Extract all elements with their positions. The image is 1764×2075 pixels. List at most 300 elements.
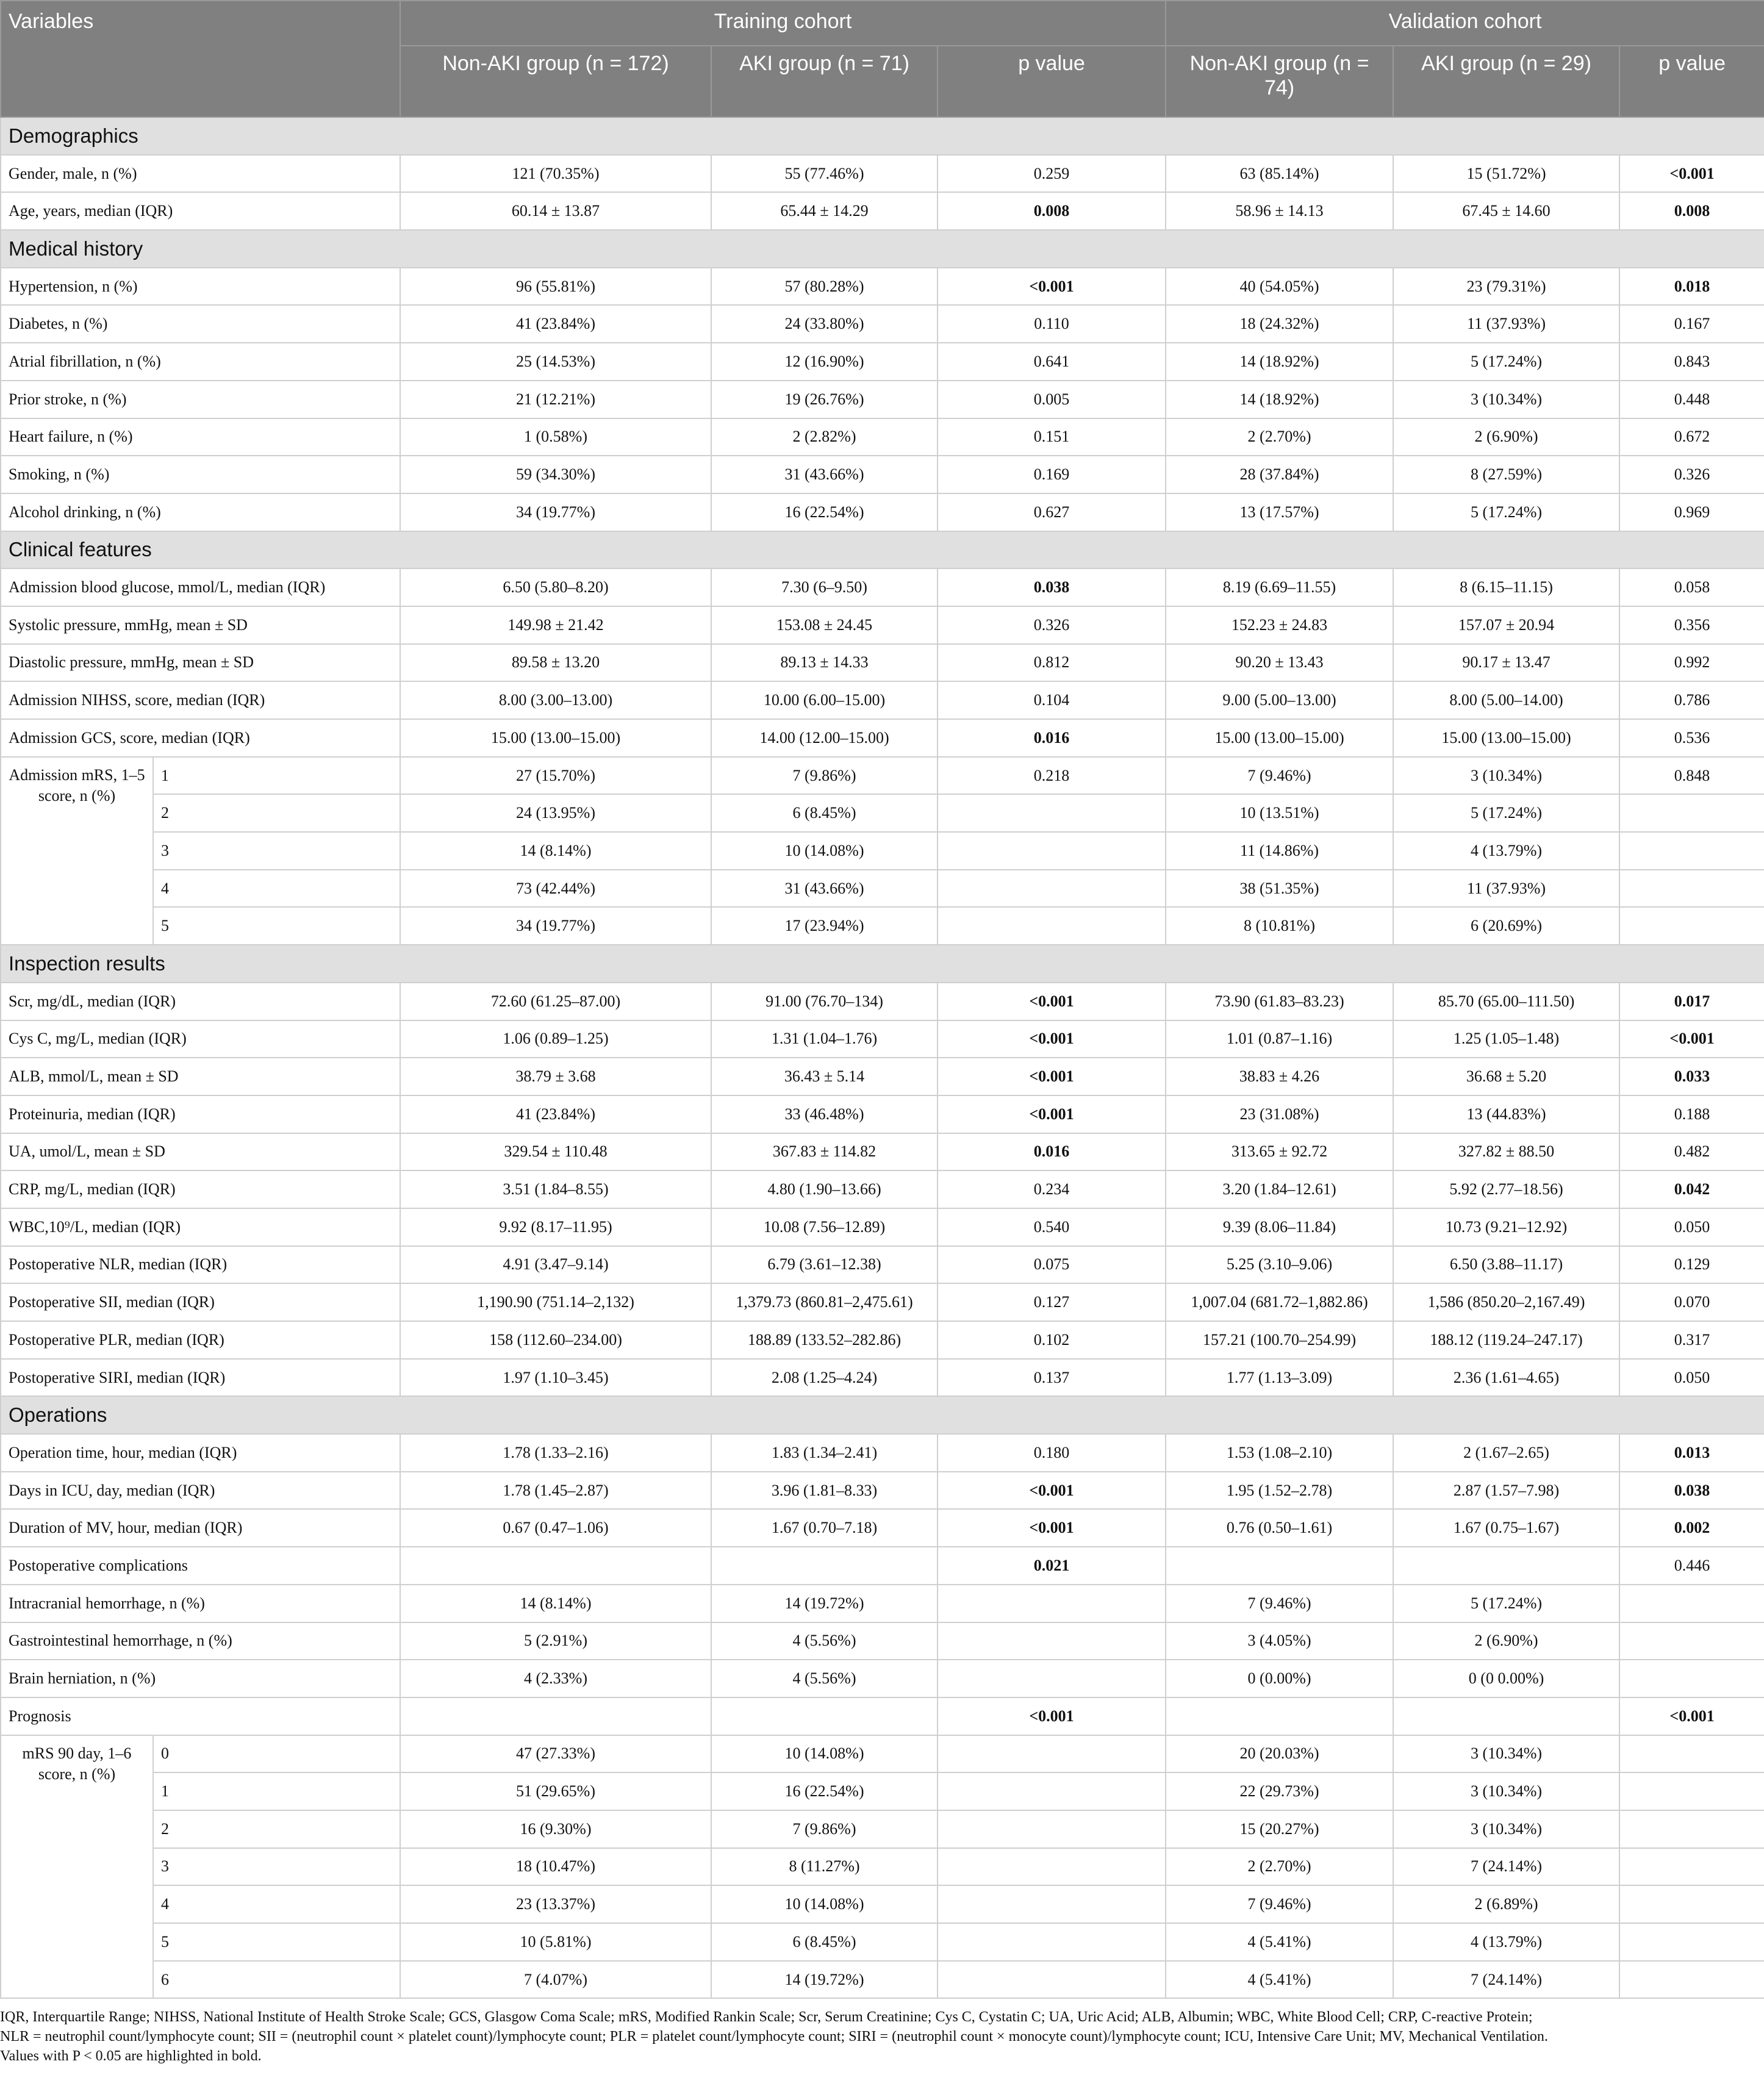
row-label: Intracranial hemorrhage, n (%) <box>1 1585 400 1622</box>
value-cell: 2 (6.90%) <box>1393 418 1619 456</box>
sub-category-label: 5 <box>153 907 400 945</box>
value-cell: 1.53 (1.08–2.10) <box>1166 1434 1393 1472</box>
value-cell: 34 (19.77%) <box>400 493 711 531</box>
value-cell: 8 (10.81%) <box>1166 907 1393 945</box>
row-label: Proteinuria, median (IQR) <box>1 1095 400 1133</box>
p-value-cell: <0.001 <box>938 983 1166 1020</box>
value-cell: 59 (34.30%) <box>400 456 711 493</box>
p-value-cell: 0.259 <box>938 155 1166 193</box>
value-cell: 11 (37.93%) <box>1393 870 1619 908</box>
p-value-cell <box>938 1885 1166 1923</box>
row-label: Age, years, median (IQR) <box>1 192 400 230</box>
p-value-cell <box>1619 907 1764 945</box>
table-row <box>1 1547 1764 1585</box>
table-row <box>1 268 1764 306</box>
table-row <box>1 1923 1764 1961</box>
p-value-cell: 0.008 <box>1619 192 1764 230</box>
value-cell: 10 (14.08%) <box>711 832 938 870</box>
p-value-cell: 0.033 <box>1619 1058 1764 1095</box>
value-cell: 16 (9.30%) <box>400 1810 711 1848</box>
value-cell: 19 (26.76%) <box>711 381 938 418</box>
table-row <box>1 1283 1764 1321</box>
value-cell: 15.00 (13.00–15.00) <box>400 719 711 757</box>
table-row <box>1 1848 1764 1886</box>
value-cell: 8 (11.27%) <box>711 1848 938 1886</box>
p-value-cell <box>1619 1772 1764 1810</box>
value-cell: 33 (46.48%) <box>711 1095 938 1133</box>
value-cell: 10 (5.81%) <box>400 1923 711 1961</box>
p-value-cell: 0.050 <box>1619 1359 1764 1397</box>
section-title: Clinical features <box>1 531 1764 569</box>
value-cell: 73.90 (61.83–83.23) <box>1166 983 1393 1020</box>
row-label: Brain herniation, n (%) <box>1 1660 400 1697</box>
row-label: Postoperative PLR, median (IQR) <box>1 1321 400 1359</box>
table-row <box>1 1472 1764 1510</box>
p-value-cell: 0.018 <box>1619 268 1764 306</box>
value-cell: 31 (43.66%) <box>711 870 938 908</box>
p-value-cell <box>938 832 1166 870</box>
value-cell: 1.01 (0.87–1.16) <box>1166 1020 1393 1058</box>
value-cell: 7 (9.86%) <box>711 1810 938 1848</box>
row-label: Admission mRS, 1–5 score, n (%) <box>1 757 153 945</box>
table-row <box>1 1622 1764 1660</box>
sub-category-label: 1 <box>153 1772 400 1810</box>
header-training-cohort: Training cohort <box>400 1 1166 46</box>
value-cell: 60.14 ± 13.87 <box>400 192 711 230</box>
table-row <box>1 794 1764 832</box>
value-cell: 8.00 (3.00–13.00) <box>400 681 711 719</box>
p-value-cell: 0.482 <box>1619 1133 1764 1171</box>
p-value-cell: 0.042 <box>1619 1170 1764 1208</box>
table-row <box>1 606 1764 644</box>
p-value-cell: <0.001 <box>1619 1020 1764 1058</box>
p-value-cell <box>1619 832 1764 870</box>
value-cell: 8.00 (5.00–14.00) <box>1393 681 1619 719</box>
value-cell: 329.54 ± 110.48 <box>400 1133 711 1171</box>
value-cell: 9.39 (8.06–11.84) <box>1166 1208 1393 1246</box>
value-cell: 27 (15.70%) <box>400 757 711 795</box>
value-cell: 0.67 (0.47–1.06) <box>400 1509 711 1547</box>
p-value-cell <box>938 1961 1166 1999</box>
row-label: Admission GCS, score, median (IQR) <box>1 719 400 757</box>
table-row <box>1 983 1764 1020</box>
section-header-row <box>1 531 1764 569</box>
value-cell: 15.00 (13.00–15.00) <box>1166 719 1393 757</box>
value-cell: 18 (24.32%) <box>1166 305 1393 343</box>
p-value-cell: 0.075 <box>938 1246 1166 1284</box>
value-cell: 1.83 (1.34–2.41) <box>711 1434 938 1472</box>
value-cell: 63 (85.14%) <box>1166 155 1393 193</box>
value-cell: 9.92 (8.17–11.95) <box>400 1208 711 1246</box>
footnote-line: IQR, Interquartile Range; NIHSS, National Institute of Health Stroke Scale; GCS, Glasgow Coma Scale; mRS, Modified Rankin Scale; Scr, Serum Creatinine; Cys C, Cystatin C; UA, Uric Acid; ALB, Albumin; WBC, White Blood Cell; CRP, C-reactive Protein; <box>0 2009 1533 2026</box>
table-row <box>1 1321 1764 1359</box>
section-header-row <box>1 230 1764 268</box>
value-cell: 1,379.73 (860.81–2,475.61) <box>711 1283 938 1321</box>
value-cell: 7 (9.46%) <box>1166 757 1393 795</box>
value-cell: 89.58 ± 13.20 <box>400 644 711 682</box>
value-cell: 5 (17.24%) <box>1393 343 1619 381</box>
value-cell: 3 (10.34%) <box>1393 381 1619 418</box>
table-row <box>1 1246 1764 1284</box>
p-value-cell <box>938 870 1166 908</box>
value-cell: 14 (18.92%) <box>1166 343 1393 381</box>
table-row <box>1 870 1764 908</box>
value-cell: 3.51 (1.84–8.55) <box>400 1170 711 1208</box>
section-title: Demographics <box>1 117 1764 155</box>
p-value-cell: <0.001 <box>938 268 1166 306</box>
p-value-cell: 0.356 <box>1619 606 1764 644</box>
p-value-cell: 0.008 <box>938 192 1166 230</box>
row-label: Diabetes, n (%) <box>1 305 400 343</box>
value-cell: 4 (2.33%) <box>400 1660 711 1697</box>
value-cell: 13 (44.83%) <box>1393 1095 1619 1133</box>
p-value-cell: 0.050 <box>1619 1208 1764 1246</box>
row-label: Postoperative complications <box>1 1547 400 1585</box>
value-cell: 40 (54.05%) <box>1166 268 1393 306</box>
table-row <box>1 1208 1764 1246</box>
header-col: AKI group (n = 29) <box>1393 46 1619 117</box>
value-cell: 1,007.04 (681.72–1,882.86) <box>1166 1283 1393 1321</box>
table-row <box>1 1095 1764 1133</box>
p-value-cell: 0.013 <box>1619 1434 1764 1472</box>
row-label: UA, umol/L, mean ± SD <box>1 1133 400 1171</box>
section-header-row <box>1 1396 1764 1434</box>
p-value-cell: 0.848 <box>1619 757 1764 795</box>
value-cell: 17 (23.94%) <box>711 907 938 945</box>
value-cell: 14 (8.14%) <box>400 1585 711 1622</box>
p-value-cell: 0.017 <box>1619 983 1764 1020</box>
p-value-cell <box>1619 1585 1764 1622</box>
value-cell: 7.30 (6–9.50) <box>711 568 938 606</box>
section-title: Inspection results <box>1 945 1764 983</box>
value-cell: 327.82 ± 88.50 <box>1393 1133 1619 1171</box>
value-cell: 5.92 (2.77–18.56) <box>1393 1170 1619 1208</box>
p-value-cell: 0.812 <box>938 644 1166 682</box>
value-cell: 10.73 (9.21–12.92) <box>1393 1208 1619 1246</box>
p-value-cell: 0.786 <box>1619 681 1764 719</box>
value-cell: 158 (112.60–234.00) <box>400 1321 711 1359</box>
value-cell: 23 (13.37%) <box>400 1885 711 1923</box>
row-label: CRP, mg/L, median (IQR) <box>1 1170 400 1208</box>
value-cell <box>1166 1547 1393 1585</box>
value-cell: 3 (10.34%) <box>1393 1735 1619 1773</box>
value-cell: 7 (9.86%) <box>711 757 938 795</box>
value-cell: 36.43 ± 5.14 <box>711 1058 938 1095</box>
p-value-cell: 0.448 <box>1619 381 1764 418</box>
table-row <box>1 681 1764 719</box>
value-cell: 14 (8.14%) <box>400 832 711 870</box>
table-row <box>1 1660 1764 1697</box>
value-cell: 1.95 (1.52–2.78) <box>1166 1472 1393 1510</box>
value-cell: 14 (19.72%) <box>711 1585 938 1622</box>
value-cell: 6 (8.45%) <box>711 794 938 832</box>
value-cell <box>1393 1697 1619 1735</box>
row-label: Heart failure, n (%) <box>1 418 400 456</box>
p-value-cell <box>1619 1848 1764 1886</box>
p-value-cell <box>938 1622 1166 1660</box>
value-cell <box>400 1697 711 1735</box>
table-row <box>1 1885 1764 1923</box>
value-cell: 2.36 (1.61–4.65) <box>1393 1359 1619 1397</box>
table-row <box>1 568 1764 606</box>
sub-category-label: 4 <box>153 870 400 908</box>
row-label: Admission blood glucose, mmol/L, median (IQR) <box>1 568 400 606</box>
header-validation-cohort: Validation cohort <box>1166 1 1764 46</box>
value-cell: 73 (42.44%) <box>400 870 711 908</box>
value-cell <box>1393 1547 1619 1585</box>
p-value-cell: <0.001 <box>1619 1697 1764 1735</box>
value-cell: 72.60 (61.25–87.00) <box>400 983 711 1020</box>
value-cell: 1.67 (0.75–1.67) <box>1393 1509 1619 1547</box>
sub-category-label: 3 <box>153 1848 400 1886</box>
row-label: Scr, mg/dL, median (IQR) <box>1 983 400 1020</box>
value-cell: 3 (10.34%) <box>1393 1810 1619 1848</box>
row-label: WBC,10⁹/L, median (IQR) <box>1 1208 400 1246</box>
value-cell: 89.13 ± 14.33 <box>711 644 938 682</box>
section-header-row <box>1 945 1764 983</box>
value-cell: 121 (70.35%) <box>400 155 711 193</box>
row-label: Postoperative NLR, median (IQR) <box>1 1246 400 1284</box>
value-cell: 67.45 ± 14.60 <box>1393 192 1619 230</box>
p-value-cell: 0.002 <box>1619 1509 1764 1547</box>
table-row <box>1 1735 1764 1773</box>
p-value-cell <box>1619 1622 1764 1660</box>
value-cell: 5 (17.24%) <box>1393 1585 1619 1622</box>
p-value-cell: 0.070 <box>1619 1283 1764 1321</box>
row-label: Smoking, n (%) <box>1 456 400 493</box>
value-cell: 31 (43.66%) <box>711 456 938 493</box>
header-variables: Variables <box>1 1 400 117</box>
p-value-cell: 0.102 <box>938 1321 1166 1359</box>
row-label: Alcohol drinking, n (%) <box>1 493 400 531</box>
header-col: p value <box>1619 46 1764 117</box>
table-row <box>1 1772 1764 1810</box>
table-row <box>1 832 1764 870</box>
p-value-cell: 0.180 <box>938 1434 1166 1472</box>
value-cell: 313.65 ± 92.72 <box>1166 1133 1393 1171</box>
header-col: AKI group (n = 71) <box>711 46 938 117</box>
p-value-cell: 0.641 <box>938 343 1166 381</box>
p-value-cell: 0.167 <box>1619 305 1764 343</box>
value-cell: 3 (4.05%) <box>1166 1622 1393 1660</box>
value-cell: 25 (14.53%) <box>400 343 711 381</box>
value-cell: 7 (4.07%) <box>400 1961 711 1999</box>
row-label: Gender, male, n (%) <box>1 155 400 193</box>
section-title: Medical history <box>1 230 1764 268</box>
value-cell: 6.50 (3.88–11.17) <box>1393 1246 1619 1284</box>
p-value-cell <box>1619 1660 1764 1697</box>
value-cell: 55 (77.46%) <box>711 155 938 193</box>
value-cell: 8.19 (6.69–11.55) <box>1166 568 1393 606</box>
p-value-cell <box>938 1848 1166 1886</box>
table-footnote <box>0 1999 1764 2066</box>
row-label: Atrial fibrillation, n (%) <box>1 343 400 381</box>
p-value-cell: 0.317 <box>1619 1321 1764 1359</box>
p-value-cell <box>938 1660 1166 1697</box>
p-value-cell <box>1619 1961 1764 1999</box>
value-cell <box>711 1697 938 1735</box>
p-value-cell: 0.446 <box>1619 1547 1764 1585</box>
value-cell: 157.07 ± 20.94 <box>1393 606 1619 644</box>
sub-category-label: 2 <box>153 1810 400 1848</box>
value-cell: 12 (16.90%) <box>711 343 938 381</box>
value-cell: 4 (5.56%) <box>711 1660 938 1697</box>
value-cell: 6 (20.69%) <box>1393 907 1619 945</box>
row-label: Prognosis <box>1 1697 400 1735</box>
table-row <box>1 305 1764 343</box>
value-cell: 153.08 ± 24.45 <box>711 606 938 644</box>
value-cell: 10.08 (7.56–12.89) <box>711 1208 938 1246</box>
p-value-cell: 0.992 <box>1619 644 1764 682</box>
value-cell: 15 (20.27%) <box>1166 1810 1393 1848</box>
value-cell: 1.31 (1.04–1.76) <box>711 1020 938 1058</box>
p-value-cell <box>938 1772 1166 1810</box>
table-row <box>1 155 1764 193</box>
table-row <box>1 757 1764 795</box>
value-cell: 1.78 (1.45–2.87) <box>400 1472 711 1510</box>
value-cell: 16 (22.54%) <box>711 493 938 531</box>
value-cell: 1.97 (1.10–3.45) <box>400 1359 711 1397</box>
p-value-cell <box>938 794 1166 832</box>
value-cell: 188.89 (133.52–282.86) <box>711 1321 938 1359</box>
p-value-cell: 0.188 <box>1619 1095 1764 1133</box>
p-value-cell: 0.127 <box>938 1283 1166 1321</box>
p-value-cell: 0.058 <box>1619 568 1764 606</box>
value-cell: 14 (18.92%) <box>1166 381 1393 418</box>
value-cell: 7 (24.14%) <box>1393 1961 1619 1999</box>
sub-category-label: 4 <box>153 1885 400 1923</box>
p-value-cell <box>1619 1735 1764 1773</box>
p-value-cell <box>938 1810 1166 1848</box>
table-row <box>1 719 1764 757</box>
row-label: Cys C, mg/L, median (IQR) <box>1 1020 400 1058</box>
value-cell: 10 (13.51%) <box>1166 794 1393 832</box>
value-cell: 10 (14.08%) <box>711 1735 938 1773</box>
p-value-cell: 0.016 <box>938 719 1166 757</box>
value-cell: 7 (24.14%) <box>1393 1848 1619 1886</box>
value-cell: 51 (29.65%) <box>400 1772 711 1810</box>
value-cell: 188.12 (119.24–247.17) <box>1393 1321 1619 1359</box>
value-cell: 4 (5.41%) <box>1166 1923 1393 1961</box>
table-row <box>1 418 1764 456</box>
value-cell: 7 (9.46%) <box>1166 1585 1393 1622</box>
value-cell: 5 (17.24%) <box>1393 794 1619 832</box>
value-cell <box>711 1547 938 1585</box>
table-row <box>1 1961 1764 1999</box>
value-cell: 10.00 (6.00–15.00) <box>711 681 938 719</box>
p-value-cell <box>1619 1810 1764 1848</box>
sub-category-label: 1 <box>153 757 400 795</box>
row-label: Hypertension, n (%) <box>1 268 400 306</box>
p-value-cell: 0.104 <box>938 681 1166 719</box>
value-cell: 4 (5.56%) <box>711 1622 938 1660</box>
table-row <box>1 1359 1764 1397</box>
table-row <box>1 1810 1764 1848</box>
value-cell: 4 (13.79%) <box>1393 832 1619 870</box>
row-label: Diastolic pressure, mmHg, mean ± SD <box>1 644 400 682</box>
row-label: Duration of MV, hour, median (IQR) <box>1 1509 400 1547</box>
value-cell: 15.00 (13.00–15.00) <box>1393 719 1619 757</box>
sub-category-label: 3 <box>153 832 400 870</box>
value-cell: 14 (19.72%) <box>711 1961 938 1999</box>
value-cell <box>1166 1697 1393 1735</box>
value-cell: 1,190.90 (751.14–2,132) <box>400 1283 711 1321</box>
value-cell: 16 (22.54%) <box>711 1772 938 1810</box>
p-value-cell: <0.001 <box>938 1697 1166 1735</box>
value-cell: 13 (17.57%) <box>1166 493 1393 531</box>
value-cell: 3 (10.34%) <box>1393 757 1619 795</box>
value-cell: 1.25 (1.05–1.48) <box>1393 1020 1619 1058</box>
p-value-cell <box>1619 1885 1764 1923</box>
value-cell: 1.67 (0.70–7.18) <box>711 1509 938 1547</box>
value-cell: 28 (37.84%) <box>1166 456 1393 493</box>
value-cell: 3 (10.34%) <box>1393 1772 1619 1810</box>
table-row <box>1 1020 1764 1058</box>
value-cell: 2.08 (1.25–4.24) <box>711 1359 938 1397</box>
table-row <box>1 381 1764 418</box>
p-value-cell: 0.536 <box>1619 719 1764 757</box>
value-cell: 152.23 ± 24.83 <box>1166 606 1393 644</box>
value-cell: 91.00 (76.70–134) <box>711 983 938 1020</box>
value-cell: 36.68 ± 5.20 <box>1393 1058 1619 1095</box>
p-value-cell: 0.005 <box>938 381 1166 418</box>
footnote-line: NLR = neutrophil count/lymphocyte count; SII = (neutrophil count × platelet count)/lymphocyte count; PLR = platelet count/lymphocyte count; SIRI = (neutrophil count × monocyte count)/lymphocyte count; ICU, Intensive Care Unit; MV, Mechanical Ventilation. <box>0 2029 1548 2045</box>
value-cell: 3.96 (1.81–8.33) <box>711 1472 938 1510</box>
row-label: Postoperative SIRI, median (IQR) <box>1 1359 400 1397</box>
p-value-cell <box>938 1923 1166 1961</box>
value-cell: 2 (1.67–2.65) <box>1393 1434 1619 1472</box>
row-label: Systolic pressure, mmHg, mean ± SD <box>1 606 400 644</box>
table-row <box>1 456 1764 493</box>
value-cell: 85.70 (65.00–111.50) <box>1393 983 1619 1020</box>
value-cell: 4.91 (3.47–9.14) <box>400 1246 711 1284</box>
value-cell: 3.20 (1.84–12.61) <box>1166 1170 1393 1208</box>
p-value-cell <box>1619 870 1764 908</box>
value-cell: 9.00 (5.00–13.00) <box>1166 681 1393 719</box>
p-value-cell: 0.326 <box>1619 456 1764 493</box>
value-cell: 15 (51.72%) <box>1393 155 1619 193</box>
table-row <box>1 1170 1764 1208</box>
value-cell: 38.79 ± 3.68 <box>400 1058 711 1095</box>
value-cell: 2 (2.70%) <box>1166 1848 1393 1886</box>
p-value-cell: 0.129 <box>1619 1246 1764 1284</box>
value-cell: 90.20 ± 13.43 <box>1166 644 1393 682</box>
p-value-cell: 0.151 <box>938 418 1166 456</box>
value-cell: 22 (29.73%) <box>1166 1772 1393 1810</box>
value-cell: 23 (31.08%) <box>1166 1095 1393 1133</box>
p-value-cell: 0.169 <box>938 456 1166 493</box>
sub-category-label: 0 <box>153 1735 400 1773</box>
row-label: Gastrointestinal hemorrhage, n (%) <box>1 1622 400 1660</box>
section-title: Operations <box>1 1396 1764 1434</box>
value-cell: 4 (13.79%) <box>1393 1923 1619 1961</box>
value-cell: 0.76 (0.50–1.61) <box>1166 1509 1393 1547</box>
value-cell: 41 (23.84%) <box>400 1095 711 1133</box>
p-value-cell: 0.038 <box>938 568 1166 606</box>
table-row <box>1 1509 1764 1547</box>
value-cell: 38 (51.35%) <box>1166 870 1393 908</box>
value-cell: 5.25 (3.10–9.06) <box>1166 1246 1393 1284</box>
p-value-cell: 0.137 <box>938 1359 1166 1397</box>
p-value-cell: <0.001 <box>938 1095 1166 1133</box>
table-row <box>1 493 1764 531</box>
footnote-line: Values with P < 0.05 are highlighted in bold. <box>0 2048 262 2065</box>
table-row <box>1 1434 1764 1472</box>
table-row <box>1 1585 1764 1622</box>
value-cell: 367.83 ± 114.82 <box>711 1133 938 1171</box>
header-col: p value <box>938 46 1166 117</box>
p-value-cell: 0.326 <box>938 606 1166 644</box>
